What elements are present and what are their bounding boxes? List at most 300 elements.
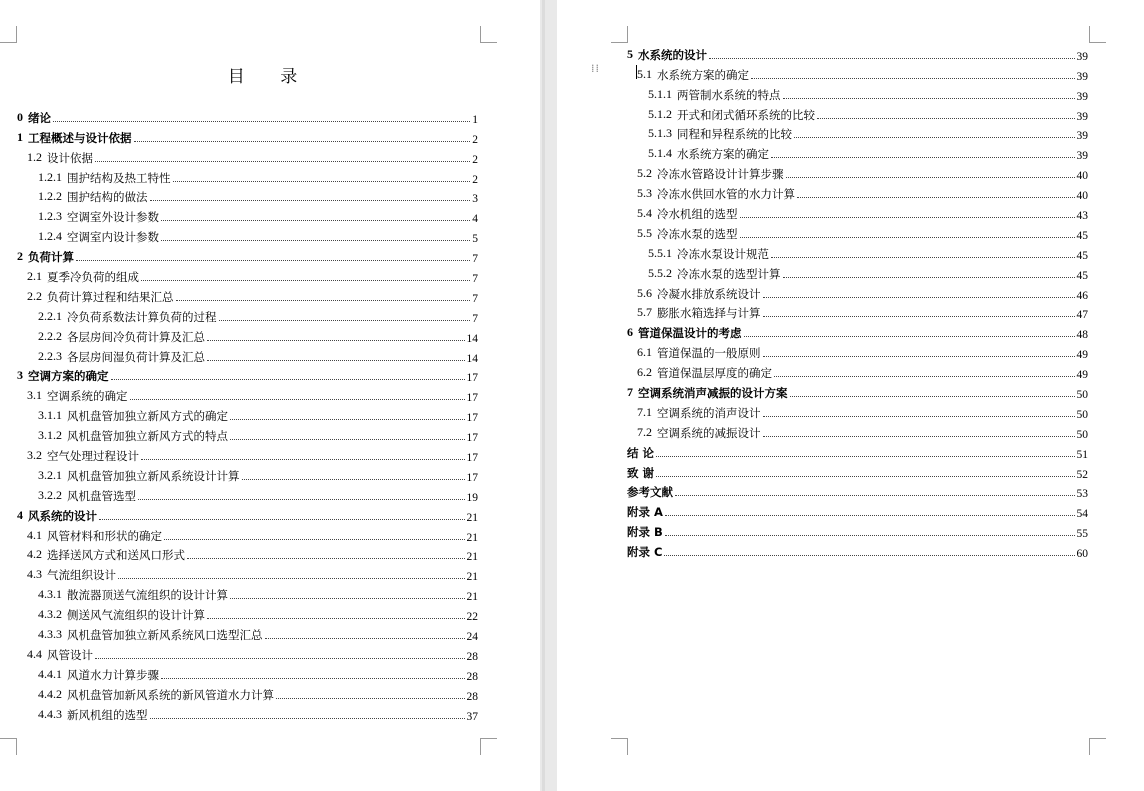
toc-entry-label — [27, 547, 185, 563]
toc-entry-number: 5.5.1 — [648, 245, 672, 260]
toc-entry-page-number: 39 — [1076, 50, 1088, 63]
dot-leader — [675, 495, 1075, 496]
toc-entry-page-number: 45 — [1076, 269, 1088, 282]
dot-leader — [173, 181, 471, 182]
toc-entry-page-number: 17 — [466, 392, 478, 405]
toc-entry-text: 空调系统的减振设计 — [657, 425, 761, 440]
toc-entry-text: 结 论 — [627, 445, 655, 460]
toc-entry-text: 冷冻水泵的选型 — [657, 226, 738, 241]
toc-entry-label — [637, 425, 761, 441]
toc-entry-page-number: 50 — [1076, 428, 1088, 441]
toc-entry-number: 4.3.1 — [38, 587, 62, 602]
toc-entry-label — [27, 647, 93, 663]
dot-leader — [95, 161, 470, 162]
toc-entry-number: 4.4.3 — [38, 706, 62, 721]
toc-entry[interactable] — [627, 63, 1088, 83]
dot-leader — [783, 98, 1075, 99]
toc-entry[interactable] — [627, 401, 1088, 421]
toc-entry-label — [637, 365, 772, 381]
toc-entry-number: 4.3.3 — [38, 627, 62, 642]
toc-entry[interactable] — [17, 186, 478, 206]
toc-entry[interactable] — [627, 162, 1088, 182]
toc-entry-page-number: 2 — [472, 153, 478, 166]
toc-entry[interactable] — [627, 123, 1088, 143]
dot-leader — [111, 379, 465, 380]
toc-entry-page-number: 19 — [466, 491, 478, 504]
toc-entry-page-number: 5 — [472, 233, 478, 246]
toc-entry-label — [27, 150, 93, 166]
dot-leader — [817, 118, 1075, 119]
toc-entry[interactable] — [627, 83, 1088, 103]
dot-leader — [740, 237, 1075, 238]
toc-entry-page-number: 50 — [1076, 408, 1088, 421]
toc-entry[interactable] — [627, 302, 1088, 322]
toc-entry[interactable] — [17, 623, 478, 643]
dot-leader — [763, 316, 1075, 317]
dot-leader — [130, 399, 465, 400]
toc-entry-label — [637, 405, 761, 421]
toc-entry-page-number: 21 — [466, 511, 478, 524]
toc-entry[interactable] — [17, 404, 478, 424]
toc-entry-label — [38, 468, 240, 484]
toc-entry-page-number: 55 — [1076, 528, 1088, 541]
toc-entry[interactable] — [17, 245, 478, 265]
toc-entry-page-number: 50 — [1076, 389, 1088, 402]
toc-entry-page-number: 17 — [466, 372, 478, 385]
toc-entry-number: 1.2.3 — [38, 209, 62, 224]
toc-entry[interactable] — [17, 285, 478, 305]
toc-entry[interactable] — [627, 262, 1088, 282]
toc-entry[interactable] — [17, 365, 478, 385]
toc-entry-number: 5.1.3 — [648, 126, 672, 141]
toc-entry-label — [27, 269, 139, 285]
toc-entry-page-number: 21 — [466, 551, 478, 564]
toc-entry-page-number: 49 — [1076, 349, 1088, 362]
toc-entry-label — [637, 305, 761, 321]
dot-leader — [665, 535, 1075, 536]
toc-title: 目 录 — [227, 67, 313, 87]
crop-mark-top-right — [1089, 26, 1106, 43]
toc-entry[interactable] — [17, 643, 478, 663]
dot-leader — [786, 177, 1075, 178]
crop-mark-top-right — [480, 26, 497, 43]
toc-entry-text: 工程概述与设计依据 — [28, 130, 132, 145]
toc-entry-page-number: 40 — [1076, 170, 1088, 183]
toc-entry-number: 3.2 — [27, 448, 42, 463]
toc-entry-number: 5.2 — [637, 166, 652, 181]
toc-entry-page-number: 21 — [466, 571, 478, 584]
toc-entry-number: 3.2.1 — [38, 467, 62, 482]
toc-entry-page-number: 17 — [466, 412, 478, 425]
dot-leader — [763, 436, 1075, 437]
toc-entry-page-number: 47 — [1076, 309, 1088, 322]
toc-entry[interactable] — [17, 424, 478, 444]
toc-entry[interactable] — [627, 481, 1088, 501]
toc-entry-text: 选择送风方式和送风口形式 — [47, 548, 185, 563]
dot-leader — [783, 277, 1075, 278]
toc-entry-label — [27, 448, 139, 464]
toc-entry[interactable] — [627, 43, 1088, 63]
toc-entry[interactable] — [627, 421, 1088, 441]
dot-leader — [141, 459, 465, 460]
toc-entry-text: 风机盘管加独立新风方式的确定 — [67, 409, 228, 424]
toc-entry[interactable] — [17, 205, 478, 225]
dot-leader — [794, 137, 1075, 138]
toc-entry-number: 4.4.2 — [38, 686, 62, 701]
toc-entry-text: 负荷计算 — [28, 250, 74, 265]
toc-entry[interactable] — [627, 361, 1088, 381]
toc-entry-label — [38, 707, 148, 723]
toc-entry-text: 侧送风气流组织的设计计算 — [67, 608, 205, 623]
drag-handle-icon[interactable]: ⁞⁞ — [591, 62, 600, 75]
dot-leader — [207, 618, 465, 619]
dot-leader — [187, 558, 465, 559]
toc-entry-label — [648, 246, 769, 262]
toc-entry-label — [27, 567, 116, 583]
toc-entry-label — [38, 687, 274, 703]
toc-entry[interactable] — [17, 583, 478, 603]
toc-entry-text: 同程和异程系统的比较 — [677, 127, 792, 142]
dot-leader — [242, 479, 465, 480]
toc-entry-label — [38, 189, 148, 205]
toc-entry-text: 风机盘管加独立新风系统风口选型汇总 — [67, 628, 263, 643]
toc-entry-number: 4.3.2 — [38, 607, 62, 622]
toc-entry-number: 2.2.3 — [38, 348, 62, 363]
toc-entry-text: 水系统的设计 — [638, 47, 707, 62]
toc-entry-label — [637, 286, 761, 302]
toc-entry[interactable] — [17, 345, 478, 365]
dot-leader — [774, 376, 1075, 377]
toc-entry-text: 管道保温层厚度的确定 — [657, 366, 772, 381]
dot-leader — [763, 297, 1075, 298]
dot-leader — [161, 678, 465, 679]
toc-entry-number: 2 — [17, 249, 23, 264]
toc-entry-number: 5.3 — [637, 186, 652, 201]
toc-entry[interactable] — [17, 384, 478, 404]
toc-entry-label — [38, 329, 205, 345]
toc-entry-label — [627, 47, 707, 63]
toc-entry-text: 绪论 — [28, 110, 51, 125]
toc-entry-text: 围护结构及热工特性 — [67, 170, 171, 185]
toc-entry-label — [17, 249, 74, 265]
toc-entry[interactable] — [17, 325, 478, 345]
toc-entry-text: 风系统的设计 — [28, 508, 97, 523]
toc-entry-label — [648, 146, 769, 162]
toc-entry-text: 两管制水系统的特点 — [677, 87, 781, 102]
toc-entry-number: 3.1.2 — [38, 428, 62, 443]
toc-entry-label — [38, 170, 171, 186]
toc-entry[interactable] — [17, 544, 478, 564]
toc-entry[interactable] — [17, 464, 478, 484]
toc-entry-label — [648, 87, 781, 103]
toc-entry-label — [627, 385, 788, 401]
toc-entry-text: 风道水力计算步骤 — [67, 667, 159, 682]
dot-leader — [161, 240, 470, 241]
toc-entry-text: 散流器顶送气流组织的设计计算 — [67, 588, 228, 603]
toc-entry-label — [637, 67, 749, 83]
toc-entry[interactable] — [17, 703, 478, 723]
toc-entry-label — [27, 528, 162, 544]
toc-entry-text: 开式和闭式循环系统的比较 — [677, 107, 815, 122]
toc-entry-number: 3.1.1 — [38, 408, 62, 423]
crop-mark-bottom-left — [611, 738, 628, 755]
dot-leader — [709, 58, 1075, 59]
toc-entry-number: 0 — [17, 109, 23, 124]
toc-entry-text: 负荷计算过程和结果汇总 — [47, 289, 174, 304]
toc-entry-number: 1.2 — [27, 149, 42, 164]
toc-entry-number: 6 — [627, 325, 633, 340]
toc-entry-number: 5.7 — [637, 305, 652, 320]
toc-entry-label — [17, 130, 132, 146]
toc-entry[interactable] — [17, 444, 478, 464]
dot-leader — [740, 217, 1075, 218]
toc-entry-text: 围护结构的做法 — [67, 190, 148, 205]
toc-entry-text: 空调方案的确定 — [28, 369, 109, 384]
toc-entry[interactable] — [17, 126, 478, 146]
toc-entry-text: 附录 A — [627, 505, 663, 520]
toc-entry-page-number: 49 — [1076, 369, 1088, 382]
dot-leader — [763, 416, 1075, 417]
toc-entry-number: 7 — [627, 385, 633, 400]
toc-entry[interactable] — [17, 265, 478, 285]
toc-entry[interactable] — [17, 603, 478, 623]
toc-entry-label — [38, 309, 217, 325]
toc-entry-number: 4.4.1 — [38, 666, 62, 681]
toc-entry[interactable] — [17, 563, 478, 583]
toc-entry[interactable] — [627, 242, 1088, 262]
toc-entry-number: 2.1 — [27, 269, 42, 284]
toc-entry-page-number: 21 — [466, 591, 478, 604]
dot-leader — [656, 456, 1074, 457]
toc-entry[interactable] — [627, 321, 1088, 341]
toc-entry-label — [27, 388, 128, 404]
dot-leader — [134, 141, 471, 142]
toc-entry-text: 风机盘管加独立新风系统设计计算 — [67, 468, 240, 483]
toc-entry-label — [627, 504, 663, 520]
dot-leader — [763, 356, 1075, 357]
toc-entry-number: 2.2.1 — [38, 308, 62, 323]
dot-leader — [744, 336, 1075, 337]
crop-mark-bottom-right — [1089, 738, 1106, 755]
dot-leader — [771, 157, 1075, 158]
toc-entry-text: 空调室外设计参数 — [67, 210, 159, 225]
toc-entry-page-number: 2 — [472, 173, 478, 186]
dot-leader — [99, 519, 465, 520]
crop-mark-top-left — [611, 26, 628, 43]
toc-entry-page-number: 46 — [1076, 289, 1088, 302]
toc-entry-page-number: 1 — [472, 113, 478, 126]
toc-entry-page-number: 53 — [1076, 488, 1088, 501]
toc-entry-text: 管道保温设计的考虑 — [638, 326, 742, 341]
toc-entry[interactable] — [627, 341, 1088, 361]
toc-entry-text: 风管材料和形状的确定 — [47, 528, 162, 543]
toc-entry-page-number: 14 — [466, 352, 478, 365]
toc-entry-text: 冷冻水泵的选型计算 — [677, 266, 781, 281]
toc-entry-text: 夏季冷负荷的组成 — [47, 270, 139, 285]
toc-entry-text: 冷负荷系数法计算负荷的过程 — [67, 309, 217, 324]
toc-entry-label — [38, 349, 205, 365]
toc-entry-number: 4 — [17, 507, 23, 522]
toc-entry[interactable] — [627, 202, 1088, 222]
toc-entry-page-number: 7 — [472, 312, 478, 325]
toc-entry[interactable] — [627, 381, 1088, 401]
toc-entry-page-number: 2 — [472, 133, 478, 146]
toc-entry-number: 2.2.2 — [38, 328, 62, 343]
toc-entry-label — [17, 368, 109, 384]
toc-entry-page-number: 52 — [1076, 468, 1088, 481]
toc-entry-page-number: 43 — [1076, 210, 1088, 223]
toc-entry-page-number: 40 — [1076, 190, 1088, 203]
toc-list-left — [17, 106, 478, 723]
toc-entry-text: 风机盘管加新风系统的新风管道水力计算 — [67, 687, 274, 702]
dot-leader — [664, 555, 1074, 556]
toc-entry[interactable] — [627, 461, 1088, 481]
dot-leader — [150, 718, 465, 719]
toc-entry-text: 空气处理过程设计 — [47, 449, 139, 464]
toc-entry-number: 6.1 — [637, 345, 652, 360]
dot-leader — [161, 220, 470, 221]
toc-entry-label — [627, 524, 663, 540]
toc-entry[interactable] — [17, 106, 478, 126]
toc-entry-page-number: 17 — [466, 452, 478, 465]
toc-entry-text: 水系统方案的确定 — [677, 147, 769, 162]
toc-entry-text: 冷水机组的选型 — [657, 207, 738, 222]
toc-entry[interactable] — [627, 142, 1088, 162]
dot-leader — [276, 698, 465, 699]
toc-entry-number: 5.1 — [637, 66, 652, 81]
toc-entry-text: 空调系统的确定 — [47, 389, 128, 404]
toc-entry[interactable] — [17, 683, 478, 703]
toc-entry-number: 5.4 — [637, 206, 652, 221]
toc-entry-number: 5.6 — [637, 285, 652, 300]
toc-entry-page-number: 45 — [1076, 229, 1088, 242]
dot-leader — [656, 476, 1074, 477]
toc-entry-text: 致 谢 — [627, 465, 655, 480]
toc-entry-page-number: 21 — [466, 531, 478, 544]
toc-entry[interactable] — [17, 166, 478, 186]
dot-leader — [95, 658, 465, 659]
toc-entry-page-number: 17 — [466, 432, 478, 445]
toc-entry-text: 气流组织设计 — [47, 568, 116, 583]
toc-entry-label — [38, 488, 136, 504]
dot-leader — [219, 320, 471, 321]
toc-entry-text: 冷凝水排放系统设计 — [657, 286, 761, 301]
dot-leader — [665, 515, 1075, 516]
dot-leader — [230, 439, 465, 440]
page-separator — [542, 0, 545, 791]
toc-entry-label — [648, 266, 781, 282]
toc-entry[interactable] — [627, 103, 1088, 123]
toc-entry-page-number: 39 — [1076, 110, 1088, 123]
toc-entry[interactable] — [627, 520, 1088, 540]
toc-entry-page-number: 22 — [466, 611, 478, 624]
toc-entry-number: 1 — [17, 129, 23, 144]
toc-entry[interactable] — [17, 225, 478, 245]
toc-entry-text: 冷冻水供回水管的水力计算 — [657, 187, 795, 202]
toc-entry-text: 膨胀水箱选择与计算 — [657, 306, 761, 321]
toc-entry-number: 5.1.1 — [648, 86, 672, 101]
toc-entry-number: 4.1 — [27, 527, 42, 542]
toc-entry-page-number: 39 — [1076, 150, 1088, 163]
dot-leader — [207, 360, 465, 361]
toc-entry-text: 风机盘管加独立新风方式的特点 — [67, 429, 228, 444]
toc-entry-text: 冷冻水管路设计计算步骤 — [657, 167, 784, 182]
toc-entry[interactable] — [627, 282, 1088, 302]
toc-entry-page-number: 28 — [466, 650, 478, 663]
crop-mark-top-left — [0, 26, 17, 43]
toc-entry[interactable] — [17, 663, 478, 683]
dot-leader — [118, 578, 465, 579]
toc-entry-label — [637, 186, 795, 202]
toc-entry-number: 3 — [17, 368, 23, 383]
toc-entry-number: 5.5 — [637, 225, 652, 240]
toc-entry[interactable] — [17, 524, 478, 544]
toc-entry-text: 附录 C — [627, 545, 663, 560]
toc-entry[interactable] — [627, 441, 1088, 461]
toc-entry-number: 7.1 — [637, 404, 652, 419]
dot-leader — [207, 340, 465, 341]
toc-entry-page-number: 17 — [466, 471, 478, 484]
toc-entry-text: 参考文献 — [627, 485, 673, 500]
toc-entry-label — [38, 667, 159, 683]
toc-entry-page-number: 39 — [1076, 70, 1088, 83]
toc-entry[interactable] — [17, 146, 478, 166]
toc-entry-number: 5.1.4 — [648, 146, 672, 161]
toc-entry-label — [648, 126, 792, 142]
toc-entry[interactable] — [627, 540, 1088, 560]
toc-entry[interactable] — [627, 182, 1088, 202]
toc-entry-page-number: 48 — [1076, 329, 1088, 342]
toc-entry-number: 4.3 — [27, 567, 42, 582]
toc-entry-text: 冷冻水泵设计规范 — [677, 246, 769, 261]
toc-entry-number: 1.2.2 — [38, 189, 62, 204]
toc-entry-number: 1.2.1 — [38, 169, 62, 184]
toc-entry[interactable] — [627, 500, 1088, 520]
dot-leader — [141, 280, 470, 281]
dot-leader — [76, 260, 470, 261]
toc-entry-page-number: 51 — [1076, 448, 1088, 461]
toc-entry-page-number: 39 — [1076, 130, 1088, 143]
toc-entry-label — [637, 166, 784, 182]
toc-entry-label — [637, 206, 738, 222]
toc-list-right — [627, 43, 1088, 560]
toc-entry-page-number: 24 — [466, 631, 478, 644]
toc-entry-label — [38, 229, 159, 245]
toc-entry-label — [648, 107, 815, 123]
toc-entry-text: 空调系统消声减振的设计方案 — [638, 386, 788, 401]
toc-entry[interactable] — [17, 305, 478, 325]
toc-entry[interactable] — [627, 222, 1088, 242]
dot-leader — [797, 197, 1075, 198]
toc-entry-text: 风管设计 — [47, 647, 93, 662]
toc-entry-page-number: 3 — [472, 193, 478, 206]
toc-entry-page-number: 39 — [1076, 90, 1088, 103]
toc-entry-label — [17, 508, 97, 524]
toc-entry-label — [627, 325, 742, 341]
toc-entry-label — [38, 587, 228, 603]
toc-entry[interactable] — [17, 484, 478, 504]
toc-entry-page-number: 60 — [1076, 548, 1088, 561]
toc-entry-label — [38, 428, 228, 444]
toc-entry[interactable] — [17, 504, 478, 524]
toc-entry-text: 新风机组的选型 — [67, 707, 148, 722]
dot-leader — [230, 598, 465, 599]
toc-entry-page-number: 7 — [472, 273, 478, 286]
toc-entry-page-number: 28 — [466, 690, 478, 703]
toc-entry-text: 各层房间湿负荷计算及汇总 — [67, 349, 205, 364]
dot-leader — [265, 638, 465, 639]
toc-entry-label — [38, 209, 159, 225]
